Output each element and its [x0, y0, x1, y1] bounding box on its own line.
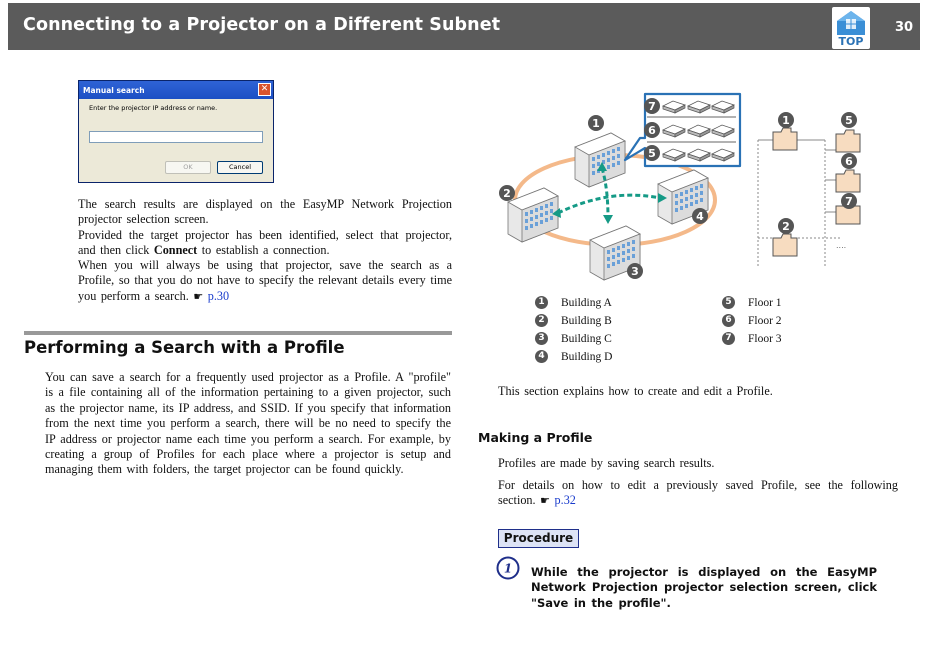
- top-label: TOP: [838, 35, 864, 48]
- making-profile-p1: Profiles are made by saving search results.: [498, 456, 715, 470]
- callout-6-projector-row: 6: [648, 124, 656, 137]
- intro-paragraph-2: [78, 228, 452, 259]
- reference-hand-icon: ☛: [540, 494, 550, 508]
- step-1-number-icon: [496, 556, 520, 580]
- legend-item-floor-3: [722, 332, 782, 345]
- folder-building-a-icon: [773, 128, 797, 150]
- intro-p2-text-b: to establish a connection.: [197, 243, 330, 258]
- callout-5-folder: 5: [845, 114, 853, 127]
- ip-address-input[interactable]: [89, 131, 263, 143]
- legend-number: 5: [722, 296, 735, 309]
- page-header: [8, 3, 920, 50]
- legend-number: 7: [722, 332, 735, 345]
- projector-icons: [663, 101, 734, 161]
- page-link-32[interactable]: p.32: [554, 493, 576, 508]
- legend-number: 3: [535, 332, 548, 345]
- intro-p2-text-a: Provided the target projector has been identified, select that projector, and then click: [78, 228, 452, 258]
- procedure-label: Procedure: [498, 529, 579, 548]
- legend-number: 2: [535, 314, 548, 327]
- dialog-close-icon[interactable]: ✕: [258, 83, 271, 96]
- callout-2-building: 2: [503, 187, 511, 200]
- legend-label: Building A: [561, 296, 612, 309]
- folder-floor-1-icon: [836, 130, 860, 152]
- folder-tree: [758, 140, 840, 268]
- legend-item-floor-1: [722, 296, 782, 309]
- profile-diagram: [490, 88, 870, 288]
- legend-label: Building B: [561, 314, 612, 327]
- callout-6-folder: 6: [845, 155, 853, 168]
- callout-7-folder: 7: [845, 195, 853, 208]
- legend-label: Floor 1: [748, 296, 782, 309]
- legend-item-building-a: [535, 296, 612, 309]
- folder-building-b-icon: [773, 234, 797, 256]
- reference-hand-icon: ☛: [193, 289, 204, 303]
- legend-item-building-b: [535, 314, 612, 327]
- page-number: 30: [894, 20, 914, 35]
- connect-term: Connect: [153, 243, 198, 258]
- page-link-30[interactable]: p.30: [207, 288, 230, 303]
- legend-item-building-c: [535, 332, 612, 345]
- page-title: Connecting to a Projector on a Different Subnet: [23, 15, 501, 35]
- dialog-titlebar: [79, 81, 273, 99]
- manual-search-dialog: [78, 80, 274, 183]
- intro-paragraph-3: [78, 258, 452, 304]
- legend-number: 1: [535, 296, 548, 309]
- folder-floor-2-icon: [836, 170, 860, 192]
- top-button[interactable]: [832, 7, 870, 49]
- step-1-text: While the projector is displayed on the EasyMP Network Projection projector selection screen, click "Save in the profile".: [531, 565, 877, 610]
- callout-1-folder: 1: [782, 114, 790, 127]
- callout-7-projector-row: 7: [648, 100, 656, 113]
- top-home-icon: [835, 9, 867, 37]
- callout-3-building: 3: [631, 265, 639, 278]
- section-heading: Performing a Search with a Profile: [24, 338, 345, 357]
- legend-item-floor-2: [722, 314, 782, 327]
- dialog-cancel-button[interactable]: Cancel: [217, 161, 263, 174]
- section-divider: [24, 331, 452, 335]
- legend-label: Building D: [561, 350, 613, 363]
- legend-label: Floor 3: [748, 332, 782, 345]
- intro-p3-text: When you will always be using that projector, save the search as a Profile, so that you do not have to specify the relevant details every time you perform a search.: [78, 258, 452, 303]
- legend-item-building-d: [535, 350, 612, 363]
- legend-number: 4: [535, 350, 548, 363]
- callout-4-building: 4: [696, 210, 704, 223]
- section-intro: This section explains how to create and edit a Profile.: [498, 384, 773, 398]
- callout-2-folder: 2: [782, 220, 790, 233]
- section-body: You can save a search for a frequently used projector as a Profile. A "profile" is a file containing all of the information pertaining to a given projector, such as the projector name, its IP address, and SSID. If you specify that information from the next time you perform a search, there will be no need to specify the IP address or projector name each time you perform a search. For example, by creating a group of Profiles for each place where a projector is setup and managing them with folders, the target projector can be found quickly.: [45, 370, 451, 477]
- callout-1-building: 1: [592, 117, 600, 130]
- making-profile-p2: [498, 478, 898, 509]
- building-a-icon: [575, 133, 625, 187]
- dialog-prompt: Enter the projector IP address or name.: [89, 104, 218, 112]
- making-profile-heading: Making a Profile: [478, 430, 593, 445]
- dialog-title: Manual search: [83, 85, 145, 95]
- making-profile-p2-text: For details on how to edit a previously saved Profile, see the following section.: [498, 478, 898, 508]
- step-1-number: 1: [503, 561, 513, 576]
- intro-paragraph-1: The search results are displayed on the EasyMP Network Projection projector selection screen.: [78, 197, 452, 227]
- legend-label: Building C: [561, 332, 612, 345]
- legend-number: 6: [722, 314, 735, 327]
- dialog-ok-button[interactable]: OK: [165, 161, 211, 174]
- legend-label: Floor 2: [748, 314, 782, 327]
- callout-5-projector-row: 5: [648, 147, 656, 160]
- tree-ellipsis: ....: [836, 241, 847, 250]
